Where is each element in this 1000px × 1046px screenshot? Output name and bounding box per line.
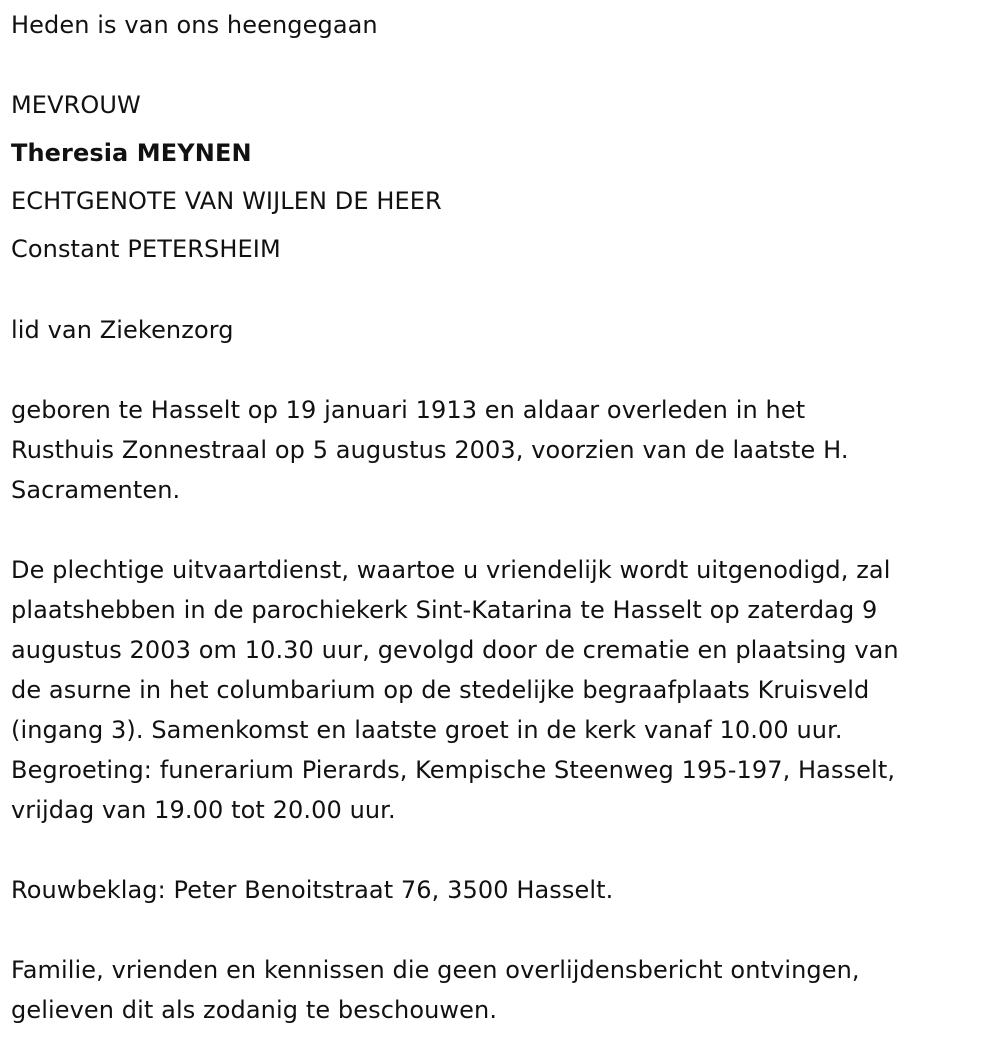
title-line: MEVROUW [11, 91, 141, 119]
birth-death-paragraph [11, 390, 849, 510]
spouse-name: Constant PETERSHEIM [11, 235, 281, 263]
intro-line: Heden is van ons heengegaan [11, 11, 378, 39]
paragraph-line: Familie, vrienden en kennissen die geen overlijdensbericht ontvingen, [11, 956, 860, 984]
membership-line: lid van Ziekenzorg [11, 316, 234, 344]
paragraph-line: Rusthuis Zonnestraal op 5 augustus 2003, voorzien van de laatste H. [11, 436, 849, 464]
paragraph-line: plaatshebben in de parochiekerk Sint-Katarina te Hasselt op zaterdag 9 [11, 596, 878, 624]
service-paragraph [11, 550, 899, 830]
deceased-name: Theresia MEYNEN [11, 139, 252, 167]
paragraph-line: vrijdag van 19.00 tot 20.00 uur. [11, 796, 396, 824]
paragraph-line: geboren te Hasselt op 19 januari 1913 en aldaar overleden in het [11, 396, 806, 424]
condolence-paragraph [11, 870, 613, 910]
paragraph-line: De plechtige uitvaartdienst, waartoe u vriendelijk wordt uitgenodigd, zal [11, 556, 891, 584]
paragraph-line: gelieven dit als zodanig te beschouwen. [11, 996, 498, 1024]
paragraph-line: Begroeting: funerarium Pierards, Kempische Steenweg 195-197, Hasselt, [11, 756, 896, 784]
closing-paragraph [11, 950, 860, 1030]
relation-line: ECHTGENOTE VAN WIJLEN DE HEER [11, 187, 442, 215]
paragraph-line: (ingang 3). Samenkomst en laatste groet in de kerk vanaf 10.00 uur. [11, 716, 843, 744]
paragraph-line: augustus 2003 om 10.30 uur, gevolgd door de crematie en plaatsing van [11, 636, 899, 664]
paragraph-line: Sacramenten. [11, 476, 181, 504]
paragraph-line: de asurne in het columbarium op de stedelijke begraafplaats Kruisveld [11, 676, 870, 704]
condolence-address: Rouwbeklag: Peter Benoitstraat 76, 3500 Hasselt. [11, 876, 614, 904]
